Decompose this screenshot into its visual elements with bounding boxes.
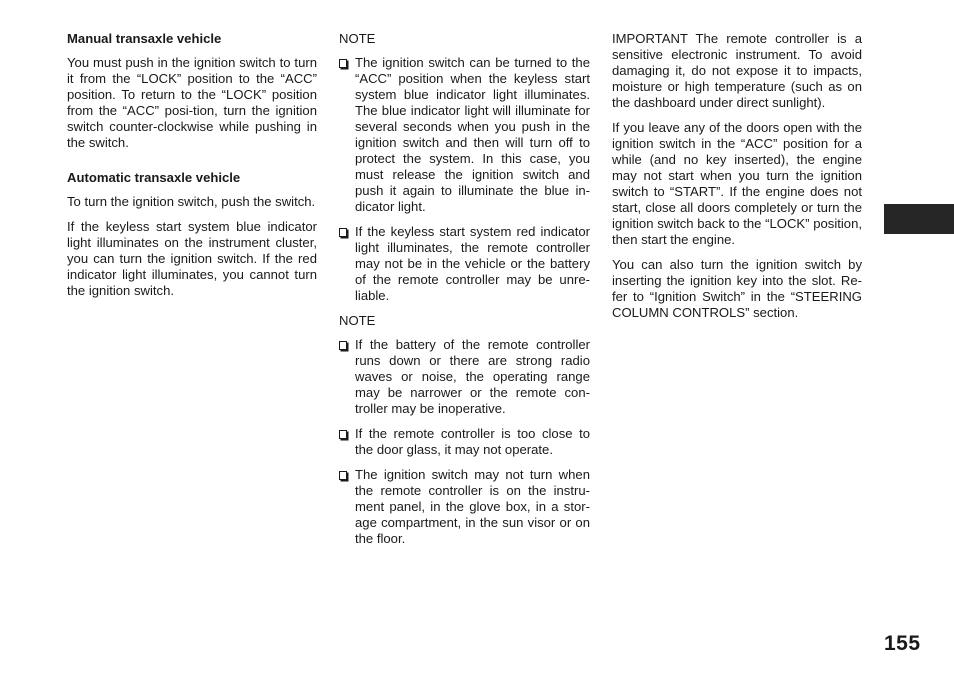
note-label: NOTE: [339, 313, 376, 328]
paragraph-doors-open: If you leave any of the doors open with the ignition switch in the “ACC” position for a while (and no key inserted), the engine may not start when you turn the ignition switch to “START”. If the engine does not start, close all doors completely or turn the ignition switch back to the “LOCK” position, then start the engine.: [612, 120, 862, 247]
heading-automatic-transaxle: Automatic transaxle vehicle: [67, 170, 241, 185]
note-item-text: The ignition switch may not turn when the remote controller is on the instru-ment panel, in the glove box, in a stor-age compartment, in the sun visor or on the floor.: [355, 467, 590, 546]
paragraph-indicator-light: If the keyless start system blue indicator light illuminates on the instrument cluster, you can turn the ignition switch. If the red indicator light illuminates, you cannot turn the ignition switch.: [67, 219, 317, 298]
column-left: [67, 31, 317, 308]
note-label: NOTE: [339, 31, 376, 46]
note-item-text: If the battery of the remote controller runs down or there are strong radio waves or noise, the operating range may be narrower or the remote con-troller may be inoperative.: [355, 337, 590, 416]
note-item: [339, 224, 590, 304]
note-item-text: If the keyless start system red indicator light illuminates, the remote controller may not be in the vehicle or the battery of the remote controller may be unre-liable.: [355, 224, 590, 303]
checkbox-bullet-icon: [339, 426, 349, 442]
checkbox-bullet-icon: [339, 55, 349, 71]
note-item: [339, 426, 590, 458]
checkbox-bullet-icon: [339, 467, 349, 483]
paragraph-important: IMPORTANT The remote controller is a sensitive electronic instrument. To avoid damaging it, do not expose it to impacts, moisture or high temperature (such as on the dashboard under direct sunlight).: [612, 31, 862, 110]
note-item: [339, 55, 590, 215]
note-item-text: If the remote controller is too close to the door glass, it may not operate.: [355, 426, 590, 457]
column-middle: [339, 31, 590, 556]
note-item: [339, 467, 590, 547]
paragraph-ignition-key: You can also turn the ignition switch by inserting the ignition key into the slot. Re-fer to “Ignition Switch” in the “STEERING COLUMN CONTROLS” section.: [612, 257, 862, 320]
checkbox-bullet-icon: [339, 337, 349, 353]
checkbox-bullet-icon: [339, 224, 349, 240]
note-item-text: The ignition switch can be turned to the “ACC” position when the keyless start system blue indicator light illuminates. The blue indicator light will illuminate for several seconds when you push in the ignition switch and then will turn off to protect the system. In this case, you must release the ignition switch and push it again to illuminate the blue in-dicator light.: [355, 55, 590, 214]
heading-manual-transaxle: Manual transaxle vehicle: [67, 31, 222, 46]
paragraph-manual-transaxle: You must push in the ignition switch to turn it from the “LOCK” position to the “ACC” position. To return to the “LOCK” position from the “ACC” posi-tion, turn the ignition switch counter-clockwise while pushing in the switch.: [67, 55, 317, 150]
column-right: [612, 31, 862, 330]
page-number: 155: [884, 632, 921, 655]
paragraph-automatic-transaxle: To turn the ignition switch, push the switch.: [67, 194, 316, 209]
note-item: [339, 337, 590, 417]
section-tab-marker: [884, 204, 954, 234]
